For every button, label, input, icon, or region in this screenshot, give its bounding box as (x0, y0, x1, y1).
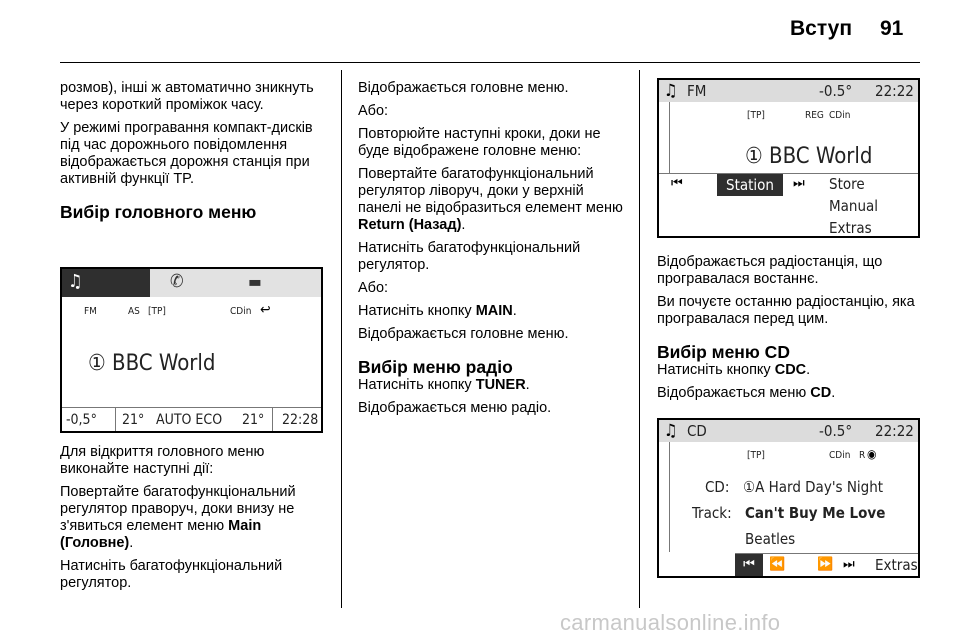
artist-name: Beatles (745, 530, 796, 548)
seek-back-icon[interactable]: ⏮ (671, 176, 683, 191)
paragraph: У режимі програвання компакт-дисків під час дорожнього повідомлення відображається дорожня станція при активній функції TP. (60, 120, 313, 187)
fm-label: FM (84, 306, 97, 317)
as-label: AS (128, 306, 140, 317)
paragraph: Або: (358, 103, 389, 119)
divider (669, 442, 670, 552)
paragraph: Або: (358, 280, 389, 296)
source-label: CD (687, 422, 707, 440)
column-1 (60, 80, 328, 226)
menu-store[interactable]: Store (829, 175, 865, 193)
outside-temp: -0.5° (819, 82, 853, 100)
page-number: 91 (880, 17, 904, 40)
section-heading: Вибір головного меню (60, 202, 257, 222)
column-1-lower (60, 444, 328, 598)
cdin-label: CDin (230, 306, 252, 317)
music-note-icon: ♫ (68, 271, 83, 292)
column-2 (358, 80, 630, 423)
paragraph: Відображається меню CD. (657, 385, 836, 401)
temp-right: 21° (242, 412, 265, 428)
cdin-label: CDin (829, 450, 851, 461)
paragraph: Натисніть кнопку CDC. (657, 362, 811, 378)
station-button[interactable]: Station (717, 174, 783, 196)
menu-manual[interactable]: Manual (829, 197, 879, 215)
paragraph: Повертайте багатофункціональний регулятор праворуч, доки внизу не з'явиться елемент меню Main (Головне). (60, 484, 296, 551)
section-heading: Вибір меню радіо (358, 357, 513, 377)
music-note-icon: ♫ (664, 421, 678, 441)
paragraph: Повертайте багатофункціональний регулятор ліворуч, доки у верхній панелі не відобразиться елемент меню Return (Назад). (358, 166, 623, 233)
divider (669, 102, 670, 174)
cd-title: ①A Hard Day's Night (743, 478, 884, 496)
skip-forward-icon[interactable]: ⏭ (843, 557, 855, 572)
outside-temp: -0,5° (66, 412, 97, 428)
paragraph: Натисніть багатофункціональний регулятор. (358, 240, 581, 273)
phone-icon: ✆ (170, 271, 184, 292)
r-label: R (859, 450, 866, 461)
paragraph: Повторюйте наступні кроки, доки не буде відображене головне меню: (358, 126, 601, 159)
section-heading: Вибір меню CD (657, 342, 790, 362)
column-3 (657, 254, 929, 408)
seek-forward-icon[interactable]: ⏭ (793, 176, 805, 191)
paragraph: Відображається радіостанція, що програвалася востаннє. (657, 254, 883, 287)
column-divider (639, 70, 640, 608)
track-label: Track: (692, 504, 732, 522)
column-divider (341, 70, 342, 608)
outside-temp: -0.5° (819, 422, 853, 440)
climate-mode: AUTO ECO (156, 412, 223, 428)
cd-disc-icon: ◉ (867, 447, 877, 461)
rewind-icon[interactable]: ⏪ (769, 557, 786, 572)
fast-forward-icon[interactable]: ⏩ (817, 557, 834, 572)
paragraph: Відображається меню радіо. (358, 400, 552, 416)
tp-label: [TP] (747, 450, 765, 461)
page-title: Вступ (790, 17, 853, 40)
paragraph: Ви почуєте останню радіостанцію, яка програвалася перед цим. (657, 294, 915, 327)
source-label: FM (687, 82, 707, 100)
cdin-label: CDin (829, 110, 851, 121)
clock: 22:28 (282, 412, 319, 428)
skip-back-icon[interactable]: ⏮ (735, 554, 763, 576)
tp-label: [TP] (747, 110, 765, 121)
paragraph: Натисніть кнопку MAIN. (358, 303, 517, 319)
menu-extras[interactable]: Extras (829, 219, 872, 237)
cd-label: CD: (705, 478, 730, 496)
station-name: ① BBC World (745, 144, 873, 169)
clock: 22:22 (875, 422, 914, 440)
paragraph: Відображається головне меню. (358, 80, 569, 96)
paragraph: Відображається головне меню. (358, 326, 569, 342)
station-name: ① BBC World (88, 351, 216, 376)
fm-screen (657, 78, 920, 238)
music-note-icon: ♫ (664, 81, 678, 101)
paragraph: Натисніть багатофункціональний регулятор. (60, 558, 283, 591)
menu-extras[interactable]: Extras (875, 556, 918, 574)
track-title: Can't Buy Me Love (745, 504, 886, 522)
paragraph: розмов), інші ж автоматично зникнуть через короткий проміжок часу. (60, 80, 314, 113)
clock: 22:22 (875, 82, 914, 100)
return-icon: ↩ (260, 302, 271, 318)
divider (659, 173, 918, 174)
temp-left: 21° (122, 412, 145, 428)
paragraph: Натисніть кнопку TUNER. (358, 377, 530, 393)
car-icon: ▬ (248, 272, 262, 291)
header-divider (60, 62, 920, 63)
reg-label: REG (805, 110, 824, 121)
watermark: carmanualsonline.info (560, 610, 781, 635)
cd-screen (657, 418, 920, 578)
paragraph: Для відкриття головного меню виконайте наступні дії: (60, 444, 265, 477)
tp-label: [TP] (148, 306, 166, 317)
main-menu-screen (60, 267, 323, 433)
